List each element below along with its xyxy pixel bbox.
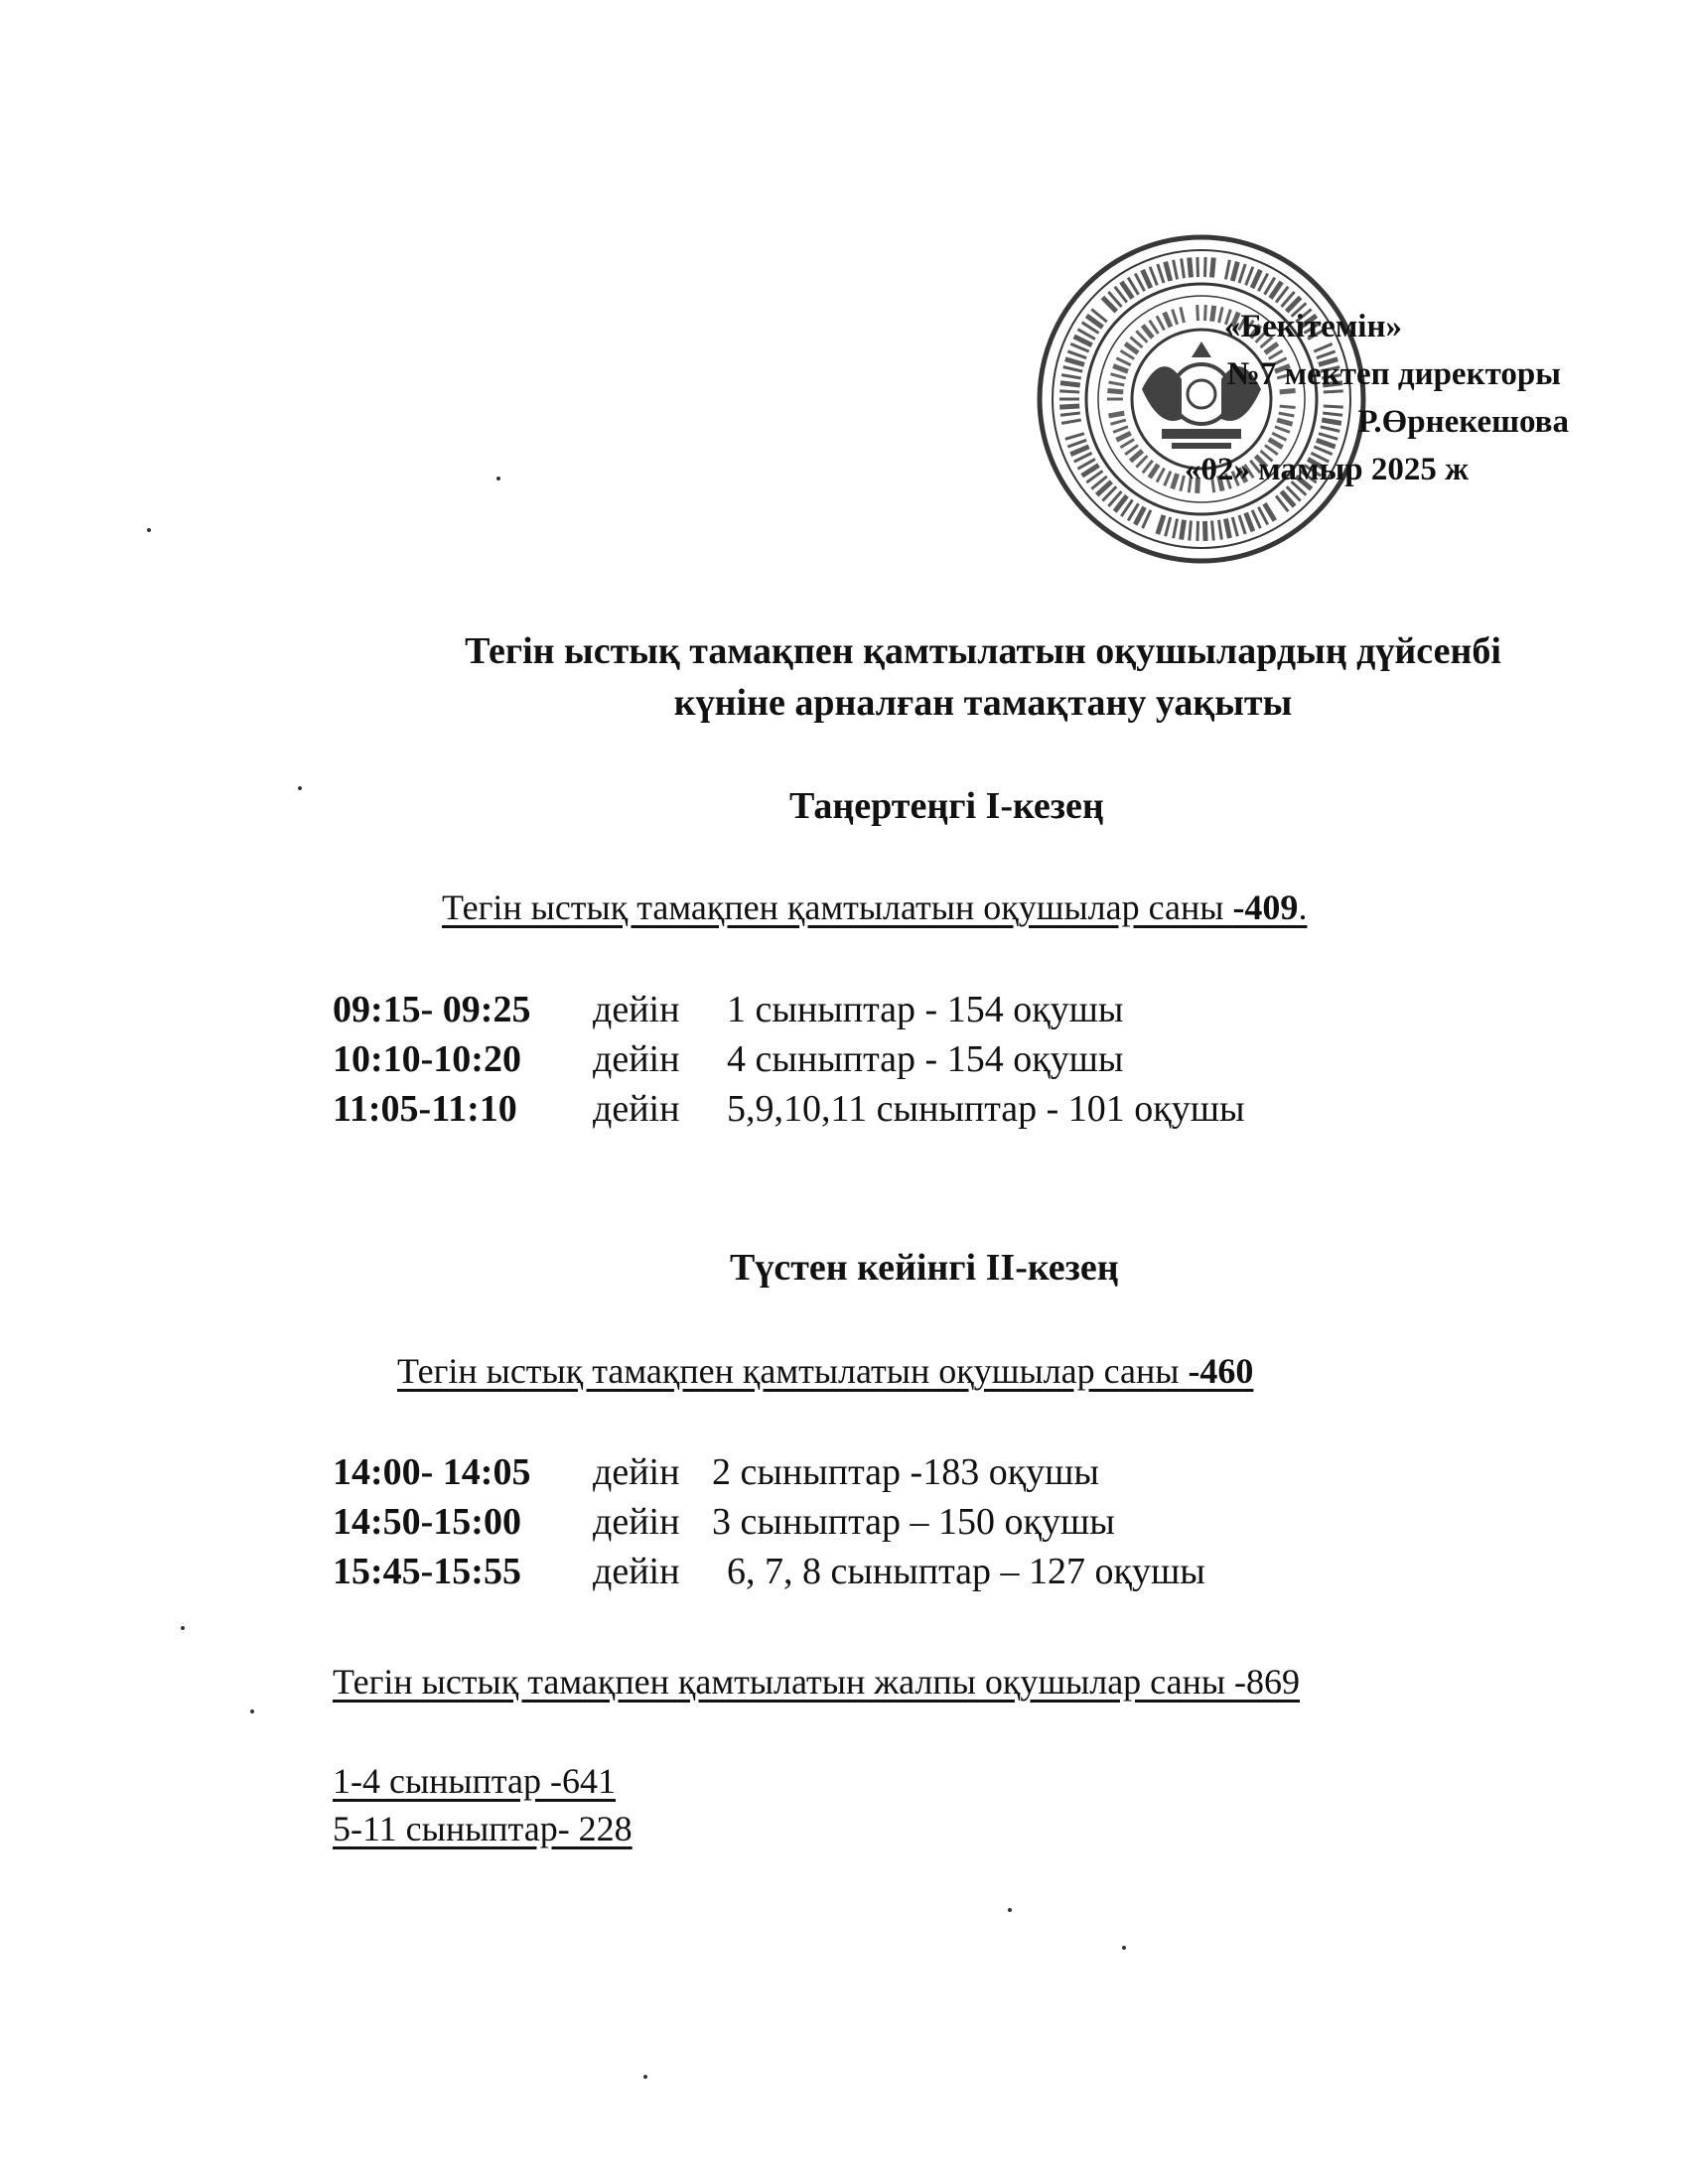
seal-lettering-mark	[1246, 513, 1253, 532]
seal-lettering-mark	[1265, 503, 1275, 520]
period1-schedule	[333, 985, 1245, 1134]
seal-lettering-mark	[1174, 519, 1178, 539]
document-title	[278, 625, 1688, 729]
seal-lettering-mark	[1166, 262, 1171, 281]
seal-lettering-mark	[1197, 257, 1198, 277]
schedule-time: 10:10-10:20	[333, 1038, 521, 1080]
scan-speck	[181, 1626, 185, 1630]
schedule-desc: 5,9,10,11 сыныптар - 101 оқушы	[727, 1088, 1245, 1130]
scan-speck	[643, 2075, 647, 2079]
schedule-time: 11:05-11:10	[333, 1088, 517, 1130]
schedule-time: 15:45-15:55	[333, 1551, 521, 1592]
approval-position: №7 мектеп директоры	[1226, 356, 1561, 392]
seal-lettering-mark	[1239, 264, 1245, 283]
period1-count-suffix: .	[1298, 887, 1308, 927]
seal-lettering-mark	[1219, 520, 1222, 540]
seal-lettering-mark	[1246, 267, 1253, 286]
seal-lettering-mark	[1212, 258, 1214, 278]
seal-lettering-mark	[1174, 260, 1178, 280]
approval-date: «02» мамыр 2025 ж	[1184, 452, 1469, 487]
title-line-2: күніне арналған тамақтану уақыты	[673, 682, 1293, 724]
approval-signatory: Р.Өрнекешова	[1357, 404, 1569, 440]
schedule-desc: 2 сыныптар -183 оқушы	[712, 1451, 1099, 1493]
total-grades-5-11: 5-11 сыныптар- 228	[333, 1809, 633, 1848]
period2-student-count	[397, 1350, 1253, 1392]
seal-lettering-mark	[1061, 420, 1081, 423]
schedule-row	[333, 1497, 1205, 1547]
period1-heading: Таңертеңгі І-кезең	[789, 785, 1104, 827]
period2-heading: Түстен кейінгі ІІ-кезең	[730, 1247, 1119, 1289]
seal-lettering-mark	[1135, 507, 1144, 525]
schedule-desc: 6, 7, 8 сыныптар – 127 оқушы	[727, 1551, 1205, 1592]
seal-lettering-mark	[1074, 337, 1092, 345]
seal-lettering-mark	[1205, 521, 1206, 541]
seal-lettering-mark	[1205, 257, 1206, 277]
seal-lettering-mark	[1150, 267, 1157, 286]
seal-lettering-mark	[1070, 447, 1088, 455]
seal-lettering-mark	[1158, 264, 1164, 283]
seal-lettering-mark	[1232, 517, 1237, 536]
period2-count-number: -460	[1188, 1351, 1254, 1391]
seal-lettering-mark	[1158, 515, 1164, 534]
seal-lettering-mark	[1065, 434, 1084, 440]
schedule-until: дейін	[593, 1501, 680, 1543]
seal-lettering-mark	[1239, 515, 1245, 534]
schedule-row	[333, 985, 1245, 1034]
seal-lettering-mark	[1060, 413, 1080, 415]
schedule-until: дейін	[593, 989, 680, 1030]
seal-lettering-mark	[1182, 258, 1185, 278]
schedule-until: дейін	[593, 1088, 680, 1130]
seal-lettering-mark	[1059, 391, 1079, 392]
seal-lettering-mark	[1067, 351, 1086, 358]
seal-lettering-mark	[1252, 270, 1260, 288]
schedule-desc: 1 сыныптар - 154 оқушы	[727, 989, 1124, 1030]
seal-lettering-mark	[1212, 521, 1214, 541]
seal-lettering-mark	[1060, 383, 1080, 385]
seal-lettering-mark	[1197, 521, 1198, 541]
seal-lettering-mark	[1225, 519, 1229, 539]
seal-lettering-mark	[1061, 375, 1081, 378]
seal-lettering-mark	[1182, 520, 1185, 540]
period2-schedule	[333, 1447, 1205, 1596]
seal-lettering-mark	[1232, 262, 1237, 281]
scan-speck	[1008, 1908, 1012, 1912]
schedule-row	[333, 1447, 1205, 1497]
schedule-row	[333, 1547, 1205, 1596]
period1-student-count	[442, 887, 1307, 928]
title-line-1: Тегін ыстық тамақпен қамтылатын оқушылардың дүйсенбі	[465, 630, 1501, 672]
schedule-time: 14:50-15:00	[333, 1501, 521, 1543]
schedule-desc: 3 сыныптар – 150 оқушы	[712, 1501, 1115, 1543]
schedule-time: 09:15- 09:25	[333, 989, 531, 1030]
period2-count-label: Тегін ыстық тамақпен қамтылатын оқушылар саны	[397, 1351, 1189, 1391]
approval-block	[1092, 303, 1648, 493]
seal-lettering-mark	[1190, 258, 1192, 278]
seal-lettering-mark	[1225, 260, 1229, 280]
seal-lettering-mark	[1059, 406, 1079, 407]
period1-count-number: -409	[1232, 887, 1299, 927]
schedule-row	[333, 1034, 1245, 1084]
period1-count-label: Тегін ыстық тамақпен қамтылатын оқушылар саны	[442, 887, 1233, 927]
approval-heading: «Бекітемін»	[1223, 309, 1402, 344]
scan-speck	[1122, 1946, 1126, 1950]
seal-lettering-mark	[1067, 440, 1086, 447]
scan-speck	[496, 477, 500, 480]
scan-speck	[298, 786, 302, 790]
scan-speck	[147, 528, 151, 532]
total-grades-1-4: 1-4 сыныптар -641	[333, 1761, 617, 1801]
schedule-desc: 4 сыныптар - 154 оқушы	[727, 1038, 1124, 1080]
schedule-time: 14:00- 14:05	[333, 1451, 531, 1493]
scan-speck	[250, 1709, 254, 1713]
seal-lettering-mark	[1252, 510, 1260, 528]
schedule-until: дейін	[593, 1038, 680, 1080]
schedule-until: дейін	[593, 1451, 680, 1493]
seal-lettering-mark	[1143, 270, 1151, 288]
seal-lettering-mark	[1065, 359, 1084, 365]
schedule-until: дейін	[593, 1551, 680, 1592]
seal-lettering-mark	[1190, 521, 1192, 541]
seal-lettering-mark	[1063, 367, 1082, 372]
overall-total: Тегін ыстық тамақпен қамтылатын жалпы оқушылар саны -869	[333, 1662, 1301, 1702]
seal-lettering-mark	[1166, 517, 1171, 536]
schedule-row	[333, 1084, 1245, 1134]
